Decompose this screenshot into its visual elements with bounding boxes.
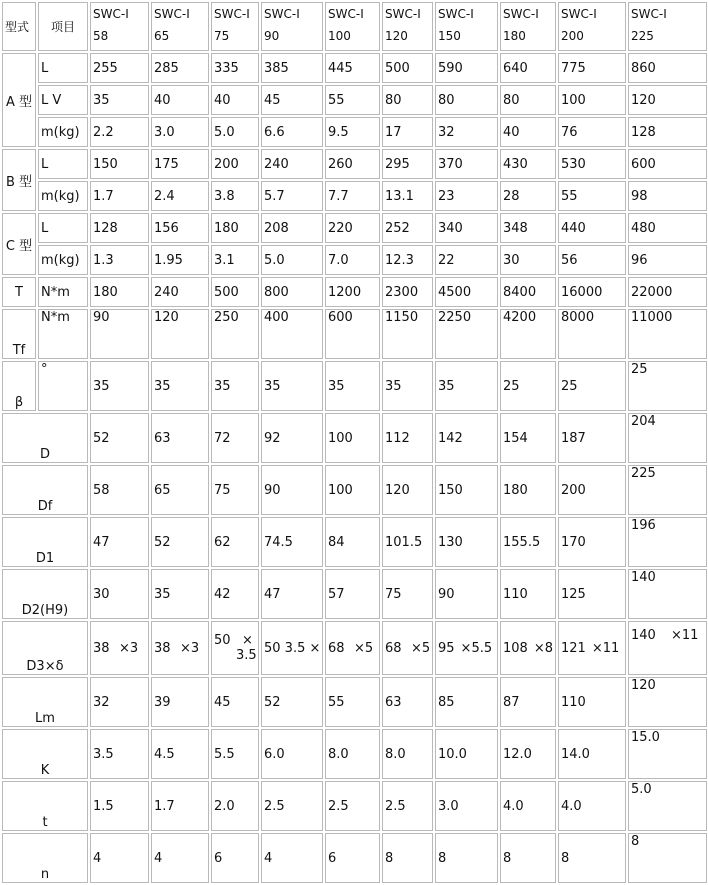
value-cell: 156 — [151, 213, 209, 243]
value-cell: 47 — [261, 569, 323, 619]
row-label: D1 — [2, 517, 88, 567]
row-label: T — [2, 277, 36, 307]
diameter-value: 38 — [93, 640, 110, 656]
value-cell: 15.0 — [628, 729, 707, 779]
model-size: 65 — [154, 29, 170, 43]
model-series: SWC-I — [438, 7, 474, 21]
value-cell: 35 — [90, 85, 149, 115]
value-cell: 17 — [382, 117, 433, 147]
value-cell: 120 — [628, 677, 707, 727]
value-cell: 35 — [211, 361, 259, 411]
value-cell: 225 — [628, 465, 707, 515]
value-cell: 63 — [382, 677, 433, 727]
value-cell: 25 — [558, 361, 626, 411]
model-series: SWC-I — [154, 7, 190, 21]
model-header — [500, 2, 556, 51]
model-header — [211, 2, 259, 51]
thickness-value: 3.5 — [236, 648, 257, 663]
value-cell: 800 — [261, 277, 323, 307]
value-cell: 55 — [325, 85, 380, 115]
diameter-value: 50 3.5 × — [264, 640, 321, 656]
value-cell: 16000 — [558, 277, 626, 307]
value-cell: 4500 — [435, 277, 498, 307]
value-cell: 208 — [261, 213, 323, 243]
value-cell: 52 — [90, 413, 149, 463]
value-cell — [435, 621, 498, 675]
value-cell: 2.5 — [325, 781, 380, 831]
value-cell — [558, 621, 626, 675]
value-cell: 6 — [211, 833, 259, 883]
value-cell: 200 — [558, 465, 626, 515]
row-label: m(kg) — [38, 117, 88, 147]
row-t — [2, 277, 707, 307]
value-cell: 130 — [435, 517, 498, 567]
row-label: L — [38, 53, 88, 83]
value-cell: 4 — [261, 833, 323, 883]
row-label: L — [38, 213, 88, 243]
value-cell: 590 — [435, 53, 498, 83]
value-cell: 220 — [325, 213, 380, 243]
value-cell: 8 — [628, 833, 707, 883]
value-cell: 35 — [90, 361, 149, 411]
value-cell: 39 — [151, 677, 209, 727]
row-d1 — [2, 517, 707, 567]
row-df — [2, 465, 707, 515]
model-header — [435, 2, 498, 51]
value-cell: 204 — [628, 413, 707, 463]
diameter-value: 68 — [385, 640, 402, 656]
model-size: 225 — [631, 29, 654, 43]
value-cell: 90 — [435, 569, 498, 619]
value-cell: 600 — [628, 149, 707, 179]
value-cell: 98 — [628, 181, 707, 211]
row-t-small — [2, 781, 707, 831]
value-cell: 35 — [435, 361, 498, 411]
row-d3 — [2, 621, 707, 675]
value-cell: 30 — [500, 245, 556, 275]
value-cell: 370 — [435, 149, 498, 179]
value-cell: 100 — [325, 413, 380, 463]
value-cell: 252 — [382, 213, 433, 243]
value-cell: 25 — [500, 361, 556, 411]
model-size: 120 — [385, 29, 408, 43]
row-label: L — [38, 149, 88, 179]
row-label: Df — [2, 465, 88, 515]
model-size: 90 — [264, 29, 280, 43]
model-header — [558, 2, 626, 51]
value-cell: 72 — [211, 413, 259, 463]
diameter-value: 68 — [328, 640, 345, 656]
value-cell — [382, 621, 433, 675]
model-size: 75 — [214, 29, 230, 43]
value-cell: 150 — [90, 149, 149, 179]
value-cell: 87 — [500, 677, 556, 727]
row-unit: ° — [38, 361, 88, 411]
diameter-value: 95 — [438, 640, 455, 656]
value-cell: 2300 — [382, 277, 433, 307]
value-cell: 84 — [325, 517, 380, 567]
value-cell: 170 — [558, 517, 626, 567]
row-label: β — [2, 361, 36, 411]
value-cell: 3.0 — [151, 117, 209, 147]
value-cell: 5.7 — [261, 181, 323, 211]
value-cell: 445 — [325, 53, 380, 83]
model-series: SWC-I — [385, 7, 421, 21]
value-cell: 35 — [261, 361, 323, 411]
row-label: D3×δ — [2, 621, 88, 675]
value-cell: 500 — [382, 53, 433, 83]
value-cell: 58 — [90, 465, 149, 515]
value-cell: 12.0 — [500, 729, 556, 779]
value-cell: 12.3 — [382, 245, 433, 275]
value-cell: 10.0 — [435, 729, 498, 779]
value-cell: 125 — [558, 569, 626, 619]
value-cell — [261, 621, 323, 675]
value-cell: 62 — [211, 517, 259, 567]
model-size: 200 — [561, 29, 584, 43]
row-label: m(kg) — [38, 245, 88, 275]
group-label: A 型 — [2, 53, 36, 147]
value-cell: 2250 — [435, 309, 498, 359]
value-cell: 196 — [628, 517, 707, 567]
value-cell: 430 — [500, 149, 556, 179]
value-cell: 80 — [435, 85, 498, 115]
value-cell: 260 — [325, 149, 380, 179]
value-cell — [90, 621, 149, 675]
row-label: K — [2, 729, 88, 779]
value-cell: 640 — [500, 53, 556, 83]
value-cell: 96 — [628, 245, 707, 275]
model-header — [628, 2, 707, 51]
model-series: SWC-I — [264, 7, 300, 21]
value-cell: 1.3 — [90, 245, 149, 275]
value-cell: 101.5 — [382, 517, 433, 567]
row-label: Tf — [2, 309, 36, 359]
value-cell: 1200 — [325, 277, 380, 307]
value-cell: 90 — [90, 309, 149, 359]
model-size: 100 — [328, 29, 351, 43]
value-cell: 4.0 — [500, 781, 556, 831]
row-d2 — [2, 569, 707, 619]
value-cell: 154 — [500, 413, 556, 463]
value-cell: 40 — [151, 85, 209, 115]
row-k — [2, 729, 707, 779]
value-cell: 7.7 — [325, 181, 380, 211]
value-cell: 110 — [558, 677, 626, 727]
value-cell: 180 — [500, 465, 556, 515]
value-cell: 55 — [325, 677, 380, 727]
value-cell: 13.1 — [382, 181, 433, 211]
value-cell: 8 — [558, 833, 626, 883]
value-cell: 180 — [211, 213, 259, 243]
value-cell: 80 — [382, 85, 433, 115]
value-cell: 2.4 — [151, 181, 209, 211]
item-header: 项目 — [38, 2, 88, 51]
spec-table-body — [2, 2, 707, 883]
value-cell: 2.0 — [211, 781, 259, 831]
row-unit: N*m — [38, 309, 88, 359]
value-cell — [151, 621, 209, 675]
model-series: SWC-I — [93, 7, 129, 21]
value-cell: 30 — [90, 569, 149, 619]
value-cell: 100 — [558, 85, 626, 115]
row-tf — [2, 309, 707, 359]
value-cell: 90 — [261, 465, 323, 515]
row-b-l — [2, 149, 707, 179]
value-cell: 2.5 — [382, 781, 433, 831]
value-cell: 255 — [90, 53, 149, 83]
value-cell — [500, 621, 556, 675]
value-cell: 75 — [382, 569, 433, 619]
model-series: SWC-I — [503, 7, 539, 21]
value-cell: 600 — [325, 309, 380, 359]
group-label: B 型 — [2, 149, 36, 211]
value-cell: 63 — [151, 413, 209, 463]
row-d — [2, 413, 707, 463]
value-cell: 8.0 — [382, 729, 433, 779]
value-cell: 1.95 — [151, 245, 209, 275]
value-cell: 295 — [382, 149, 433, 179]
row-c-l — [2, 213, 707, 243]
model-header — [90, 2, 149, 51]
value-cell: 400 — [261, 309, 323, 359]
diameter-value: 121 — [561, 640, 586, 656]
model-header — [261, 2, 323, 51]
row-label: L V — [38, 85, 88, 115]
value-cell: 35 — [382, 361, 433, 411]
row-lm — [2, 677, 707, 727]
row-a-l — [2, 53, 707, 83]
value-cell: 75 — [211, 465, 259, 515]
row-a-lv — [2, 85, 707, 115]
model-size: 58 — [93, 29, 109, 43]
model-series: SWC-I — [631, 7, 667, 21]
value-cell: 23 — [435, 181, 498, 211]
value-cell: 775 — [558, 53, 626, 83]
value-cell: 6 — [325, 833, 380, 883]
value-cell — [628, 621, 707, 675]
value-cell: 52 — [151, 517, 209, 567]
model-series: SWC-I — [328, 7, 364, 21]
row-label: m(kg) — [38, 181, 88, 211]
value-cell: 335 — [211, 53, 259, 83]
value-cell: 480 — [628, 213, 707, 243]
value-cell: 3.5 — [90, 729, 149, 779]
value-cell: 47 — [90, 517, 149, 567]
value-cell: 7.0 — [325, 245, 380, 275]
value-cell: 92 — [261, 413, 323, 463]
thickness-value: ×5 — [354, 640, 374, 656]
value-cell: 120 — [628, 85, 707, 115]
row-beta — [2, 361, 707, 411]
model-header — [151, 2, 209, 51]
model-series: SWC-I — [561, 7, 597, 21]
value-cell: 8000 — [558, 309, 626, 359]
value-cell: 8 — [500, 833, 556, 883]
model-series: SWC-I — [214, 7, 250, 21]
value-cell: 35 — [151, 569, 209, 619]
value-cell: 6.6 — [261, 117, 323, 147]
value-cell: 4 — [90, 833, 149, 883]
value-cell: 240 — [151, 277, 209, 307]
model-size: 180 — [503, 29, 526, 43]
group-label: C 型 — [2, 213, 36, 275]
value-cell: 180 — [90, 277, 149, 307]
value-cell: 45 — [261, 85, 323, 115]
value-cell: 5.0 — [211, 117, 259, 147]
value-cell: 530 — [558, 149, 626, 179]
row-unit: N*m — [38, 277, 88, 307]
value-cell: 22000 — [628, 277, 707, 307]
value-cell: 128 — [628, 117, 707, 147]
thickness-value: × — [242, 633, 253, 648]
value-cell: 65 — [151, 465, 209, 515]
value-cell: 3.1 — [211, 245, 259, 275]
model-size: 150 — [438, 29, 461, 43]
thickness-value: ×5.5 — [460, 640, 493, 656]
value-cell: 76 — [558, 117, 626, 147]
value-cell: 6.0 — [261, 729, 323, 779]
row-b-m — [2, 181, 707, 211]
diameter-value: 108 — [503, 640, 528, 656]
value-cell: 4 — [151, 833, 209, 883]
thickness-value: ×3 — [180, 640, 200, 656]
value-cell: 40 — [211, 85, 259, 115]
value-cell: 385 — [261, 53, 323, 83]
value-cell: 440 — [558, 213, 626, 243]
value-cell: 4.5 — [151, 729, 209, 779]
value-cell: 8400 — [500, 277, 556, 307]
value-cell — [325, 621, 380, 675]
model-header — [382, 2, 433, 51]
value-cell: 45 — [211, 677, 259, 727]
value-cell: 74.5 — [261, 517, 323, 567]
row-label: n — [2, 833, 88, 883]
value-cell: 240 — [261, 149, 323, 179]
value-cell: 28 — [500, 181, 556, 211]
value-cell: 22 — [435, 245, 498, 275]
value-cell: 155.5 — [500, 517, 556, 567]
thickness-value: ×11 — [591, 640, 620, 656]
value-cell: 25 — [628, 361, 707, 411]
row-c-m — [2, 245, 707, 275]
model-header — [325, 2, 380, 51]
value-cell: 112 — [382, 413, 433, 463]
value-cell: 128 — [90, 213, 149, 243]
row-a-m — [2, 117, 707, 147]
diameter-value: 50 — [214, 633, 231, 648]
value-cell: 35 — [325, 361, 380, 411]
value-cell: 860 — [628, 53, 707, 83]
value-cell: 150 — [435, 465, 498, 515]
value-cell: 1.5 — [90, 781, 149, 831]
thickness-value: ×5 — [411, 640, 431, 656]
value-cell: 1.7 — [90, 181, 149, 211]
value-cell: 8.0 — [325, 729, 380, 779]
value-cell: 35 — [151, 361, 209, 411]
value-cell: 100 — [325, 465, 380, 515]
value-cell: 56 — [558, 245, 626, 275]
value-cell: 5.0 — [261, 245, 323, 275]
diameter-value: 38 — [154, 640, 171, 656]
value-cell: 140 — [628, 569, 707, 619]
value-cell: 42 — [211, 569, 259, 619]
row-label: D — [2, 413, 88, 463]
value-cell: 187 — [558, 413, 626, 463]
value-cell: 2.2 — [90, 117, 149, 147]
value-cell: 175 — [151, 149, 209, 179]
value-cell: 5.0 — [628, 781, 707, 831]
value-cell: 11000 — [628, 309, 707, 359]
value-cell: 52 — [261, 677, 323, 727]
value-cell: 55 — [558, 181, 626, 211]
value-cell: 4.0 — [558, 781, 626, 831]
value-cell: 500 — [211, 277, 259, 307]
value-cell: 340 — [435, 213, 498, 243]
value-cell: 32 — [435, 117, 498, 147]
value-cell: 2.5 — [261, 781, 323, 831]
value-cell: 1150 — [382, 309, 433, 359]
value-cell: 285 — [151, 53, 209, 83]
value-cell — [211, 621, 259, 675]
diameter-value: 140 — [631, 628, 656, 643]
value-cell: 120 — [151, 309, 209, 359]
row-label: Lm — [2, 677, 88, 727]
value-cell: 348 — [500, 213, 556, 243]
value-cell: 3.8 — [211, 181, 259, 211]
thickness-value: ×11 — [671, 628, 699, 643]
value-cell: 8 — [435, 833, 498, 883]
value-cell: 14.0 — [558, 729, 626, 779]
value-cell: 9.5 — [325, 117, 380, 147]
value-cell: 8 — [382, 833, 433, 883]
value-cell: 85 — [435, 677, 498, 727]
value-cell: 32 — [90, 677, 149, 727]
value-cell: 120 — [382, 465, 433, 515]
value-cell: 40 — [500, 117, 556, 147]
row-label: D2(H9) — [2, 569, 88, 619]
value-cell: 57 — [325, 569, 380, 619]
thickness-value: ×3 — [119, 640, 139, 656]
value-cell: 3.0 — [435, 781, 498, 831]
thickness-value: ×8 — [533, 640, 553, 656]
value-cell: 200 — [211, 149, 259, 179]
value-cell: 80 — [500, 85, 556, 115]
value-cell: 250 — [211, 309, 259, 359]
value-cell: 1.7 — [151, 781, 209, 831]
type-header: 型式 — [2, 2, 36, 51]
value-cell: 142 — [435, 413, 498, 463]
value-cell: 4200 — [500, 309, 556, 359]
value-cell: 110 — [500, 569, 556, 619]
row-label: t — [2, 781, 88, 831]
value-cell: 5.5 — [211, 729, 259, 779]
header-row — [2, 2, 707, 51]
row-n — [2, 833, 707, 883]
